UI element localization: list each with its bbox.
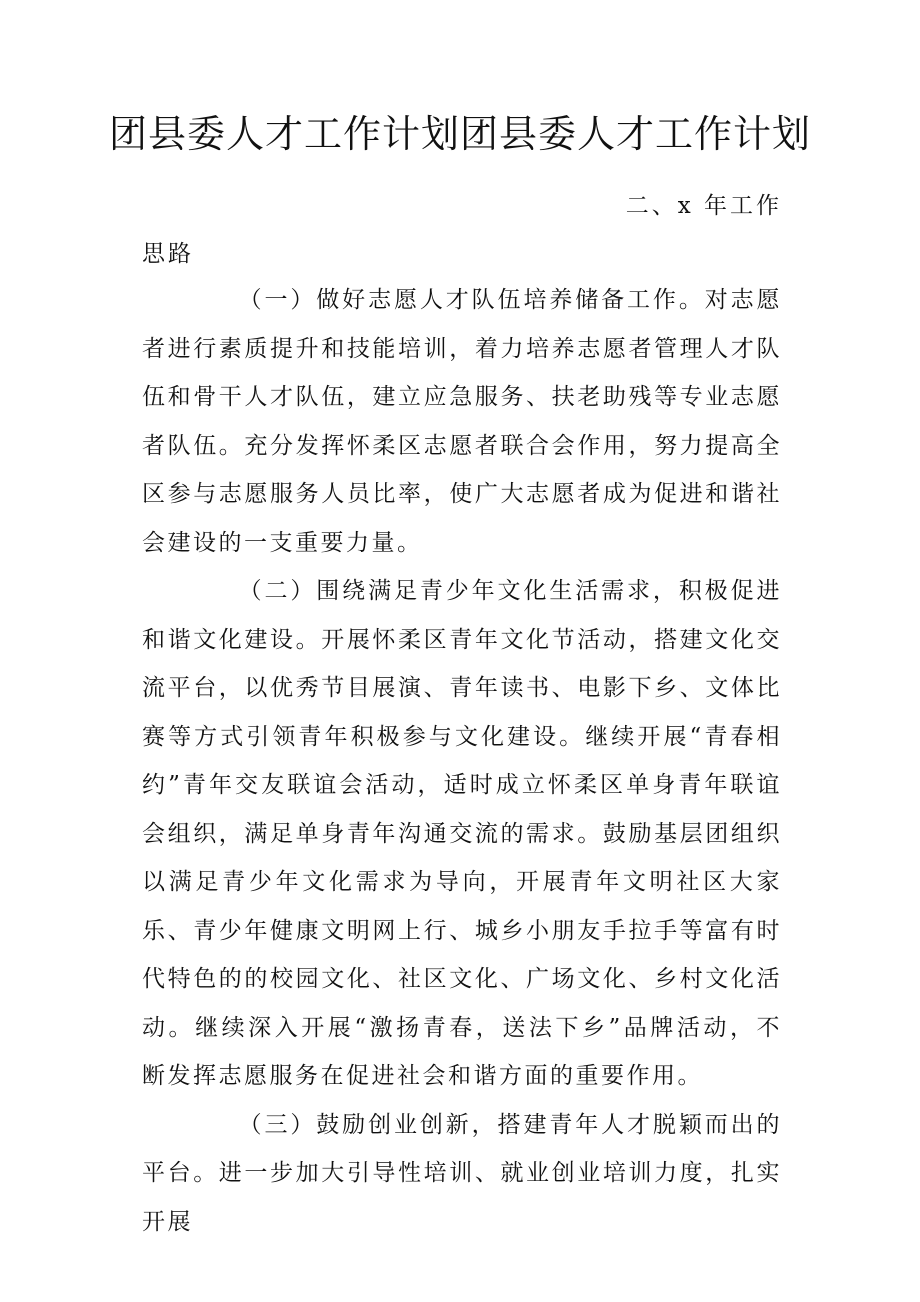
section-heading-number: 二、x 年工作 bbox=[625, 193, 782, 219]
paragraph-3: （三）鼓励创业创新，搭建青年人才脱颖而出的平台。进一步加大引导性培训、就业创业培训力度，扎实开展 bbox=[142, 1111, 782, 1235]
paragraph-2: （二）围绕满足青少年文化生活需求，积极促进和谐文化建设。开展怀柔区青年文化节活动，搭建文化交流平台，以优秀节目展演、青年读书、电影下乡、文体比赛等方式引领青年积极参与文化建设。继续开展“青春相约”青年交友联谊会活动，适时成立怀柔区单身青年联谊会组织，满足单身青年沟通交流的需求。鼓励基层团组织以满足青少年文化需求为导向，开展青年文明社区大家乐、青少年健康文明网上行、城乡小朋友手拉手等富有时代特色的的校园文化、社区文化、广场文化、乡村文化活动。继续深入开展“激扬青春，送法下乡”品牌活动，不断发挥志愿服务在促进社会和谐方面的重要作用。 bbox=[142, 578, 782, 1089]
section-heading bbox=[142, 182, 782, 278]
section-heading-continued: 思路 bbox=[142, 241, 194, 267]
paragraph-1: （一）做好志愿人才队伍培养储备工作。对志愿者进行素质提升和技能培训，着力培养志愿者管理人才队伍和骨干人才队伍，建立应急服务、扶老助残等专业志愿者队伍。充分发挥怀柔区志愿者联合会作用，努力提高全区参与志愿服务人员比率，使广大志愿者成为促进和谐社会建设的一支重要力量。 bbox=[142, 287, 782, 556]
document-title: 团县委人才工作计划团县委人才工作计划 bbox=[108, 112, 811, 156]
document-body bbox=[142, 276, 782, 1246]
